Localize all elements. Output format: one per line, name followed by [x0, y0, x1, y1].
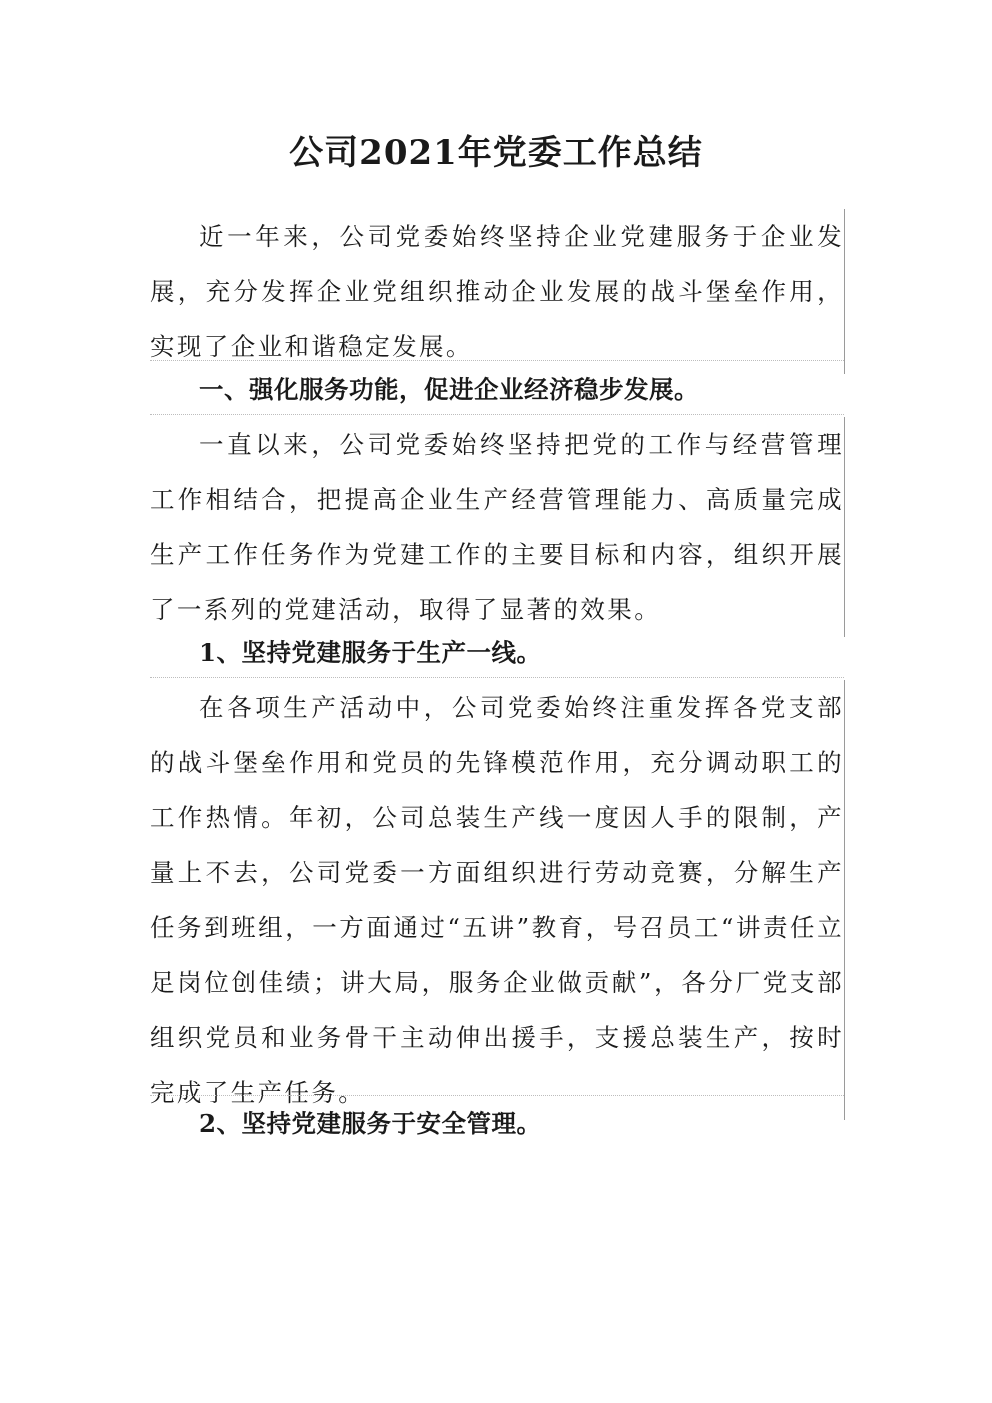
paragraph-divider	[150, 360, 844, 361]
subsection-heading: 1、坚持党建服务于生产一线。	[199, 638, 542, 667]
paragraph-divider	[150, 677, 844, 678]
subsection-heading: 2、坚持党建服务于安全管理。	[199, 1109, 542, 1138]
paragraph-divider	[150, 1095, 844, 1096]
subsection-paragraph: 在各项生产活动中，公司党委始终注重发挥各党支部的战斗堡垒作用和党员的先锋模范作用，充分调动职工的工作热情。年初，公司总装生产线一度因人手的限制，产量上不去，公司党委一方面组织进行劳动竞赛，分解生产任务到班组，一方面通过“五讲”教育，号召员工“讲责任立足岗位创佳绩；讲大局，服务企业做贡献”，各分厂党支部组织党员和业务骨干主动伸出援手，支援总装生产，按时完成了生产任务。	[150, 680, 845, 1120]
paragraph-divider	[150, 414, 844, 415]
document-title: 公司2021年党委工作总结	[289, 133, 703, 173]
section-paragraph: 一直以来，公司党委始终坚持把党的工作与经营管理工作相结合，把提高企业生产经营管理能力、高质量完成生产工作任务作为党建工作的主要目标和内容，组织开展了一系列的党建活动，取得了显著的效果。	[150, 417, 845, 637]
intro-paragraph: 近一年来，公司党委始终坚持企业党建服务于企业发展，充分发挥企业党组织推动企业发展的战斗堡垒作用，实现了企业和谐稳定发展。	[150, 209, 845, 374]
section-heading: 一、强化服务功能，促进企业经济稳步发展。	[199, 375, 699, 404]
